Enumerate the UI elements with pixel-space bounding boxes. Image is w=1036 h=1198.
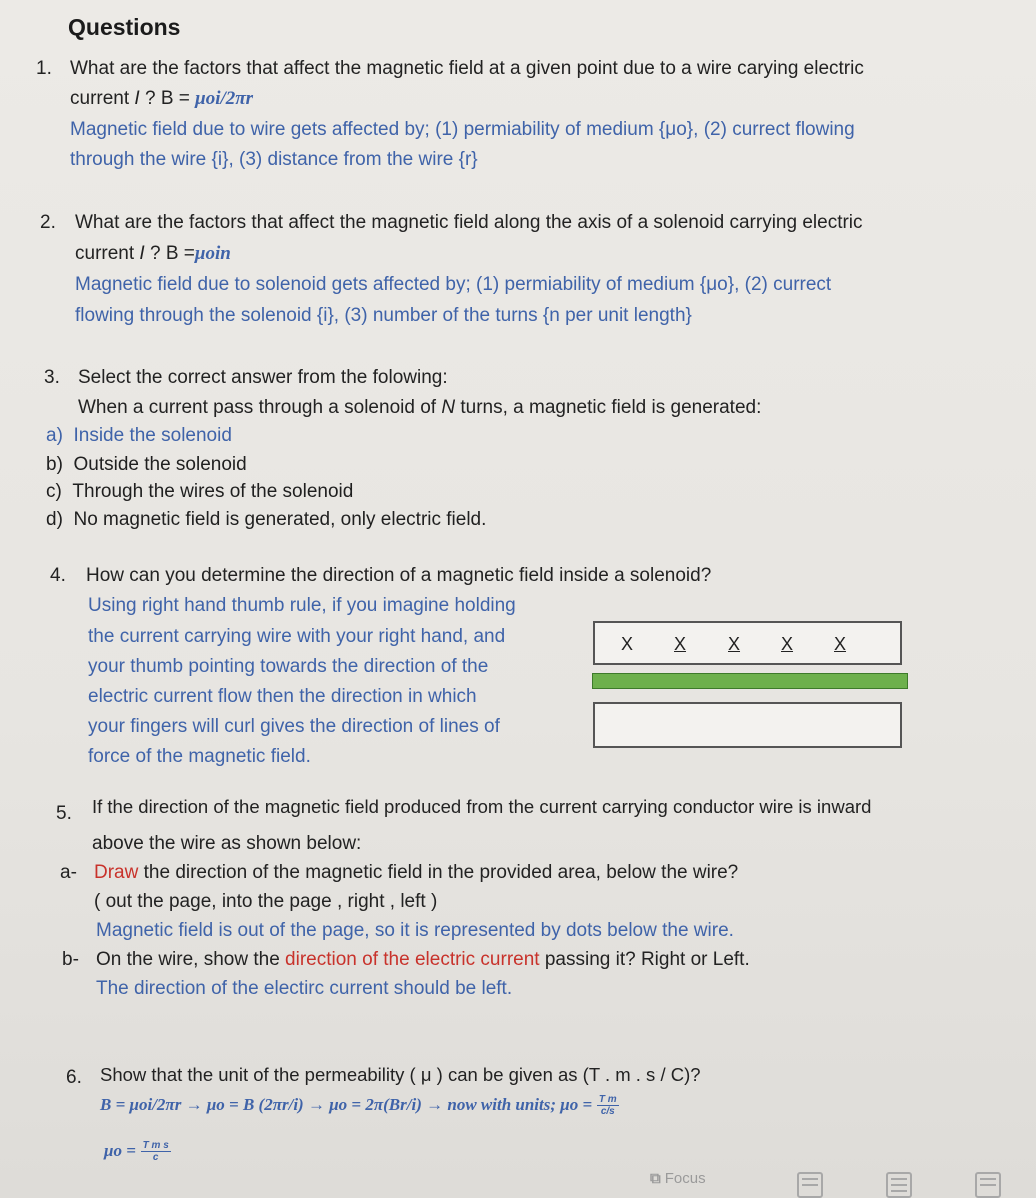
question-6-work: B = μoi/2πr → μo = B (2πr/i) → μo = 2π(Br/i) → now with units; μo = $\frac{\text{T m}}{c/s}$ [100, 1094, 617, 1117]
question-2-text-cont: current I ? B =μoin [75, 243, 231, 264]
question-6-result: μo = $\frac{\text{T m s}}{c}$ [104, 1140, 169, 1163]
question-4-text: How can you determine the direction of a magnetic field inside a solenoid? [86, 565, 712, 586]
unit-fraction-2: $\frac{\text{T m s}}{c}$ [142, 1140, 169, 1163]
question-5a-answer: Magnetic field is out of the page, so it is represented by dots below the wire. [96, 920, 734, 941]
question-1-number: 1. [36, 58, 52, 79]
question-2-number: 2. [40, 212, 56, 233]
read-mode-icon[interactable] [797, 1172, 823, 1198]
question-5a-choices: ( out the page, into the page , right , left ) [94, 891, 438, 912]
field-below-wire-box [593, 702, 902, 748]
question-4-answer-line-5: your fingers will curl gives the direction of lines of [88, 716, 500, 737]
question-4-answer-line-3: your thumb pointing towards the direction of the [88, 656, 489, 677]
question-3-number: 3. [44, 367, 60, 388]
x-mark-2: X [674, 634, 687, 654]
question-2-answer-line-2: flowing through the solenoid {i}, (3) number of the turns {n per unit length} [75, 305, 692, 326]
x-mark-3: X [728, 634, 741, 654]
question-3-text: Select the correct answer from the folowing: [78, 367, 448, 388]
question-4-answer-line-2: the current carrying wire with your right hand, and [88, 626, 506, 647]
focus-icon: ⧉ [650, 1170, 661, 1187]
question-5-text: If the direction of the magnetic field produced from the current carrying conductor wire is inward [92, 796, 872, 817]
question-3-text-cont: When a current pass through a solenoid of N turns, a magnetic field is generated: [78, 397, 762, 418]
question-2-text: What are the factors that affect the magnetic field along the axis of a solenoid carrying electric [75, 212, 863, 233]
current-carrying-wire [592, 673, 908, 689]
option-c: c) Through the wires of the solenoid [46, 481, 354, 502]
question-5a: a- Draw the direction of the magnetic field in the provided area, below the wire? [60, 862, 739, 883]
x-mark-4: X [781, 634, 794, 654]
question-6-text: Show that the unit of the permeability ( μ ) can be given as (T . m . s / C)? [100, 1064, 701, 1085]
question-1-text-cont: current I ? B = μoi/2πr [70, 88, 254, 109]
print-layout-icon[interactable] [886, 1172, 912, 1198]
question-2-answer-line-1: Magnetic field due to solenoid gets affected by; (1) permiability of medium {μo}, (2) currect [75, 274, 832, 295]
question-4-answer-line-4: electric current flow then the direction in which [88, 686, 477, 707]
question-5b-answer: The direction of the electirc current should be left. [96, 978, 513, 999]
web-layout-icon[interactable] [975, 1172, 1001, 1198]
option-d: d) No magnetic field is generated, only electric field. [46, 509, 487, 530]
page-title: Questions [68, 14, 181, 40]
field-above-wire-box [593, 621, 902, 665]
question-1-answer-line-1: Magnetic field due to wire gets affected by; (1) permiability of medium {μo}, (2) currect flowing [70, 119, 855, 140]
question-5-number: 5. [56, 803, 72, 824]
unit-fraction-1: $\frac{\text{T m}}{c/s}$ [598, 1094, 617, 1117]
x-mark-1: X [621, 634, 634, 654]
option-b: b) Outside the solenoid [46, 454, 247, 475]
question-4-number: 4. [50, 565, 66, 586]
question-1-text: What are the factors that affect the magnetic field at a given point due to a wire carying electric [70, 58, 864, 79]
question-4-answer-line-1: Using right hand thumb rule, if you imagine holding [88, 595, 516, 616]
question-4-answer-line-6: force of the magnetic field. [88, 746, 311, 767]
focus-button[interactable]: ⧉ Focus [650, 1170, 706, 1187]
question-1-formula: μoi/2πr [195, 88, 254, 109]
question-2-formula: μoin [194, 243, 231, 264]
option-a: a) Inside the solenoid [46, 425, 232, 446]
question-5-text-cont: above the wire as shown below: [92, 833, 362, 854]
question-5b: b- On the wire, show the direction of the electric current passing it? Right or Left. [62, 949, 750, 970]
question-1-answer-line-2: through the wire {i}, (3) distance from the wire {r} [70, 149, 478, 170]
question-6-number: 6. [66, 1067, 82, 1088]
x-mark-5: X [834, 634, 847, 654]
